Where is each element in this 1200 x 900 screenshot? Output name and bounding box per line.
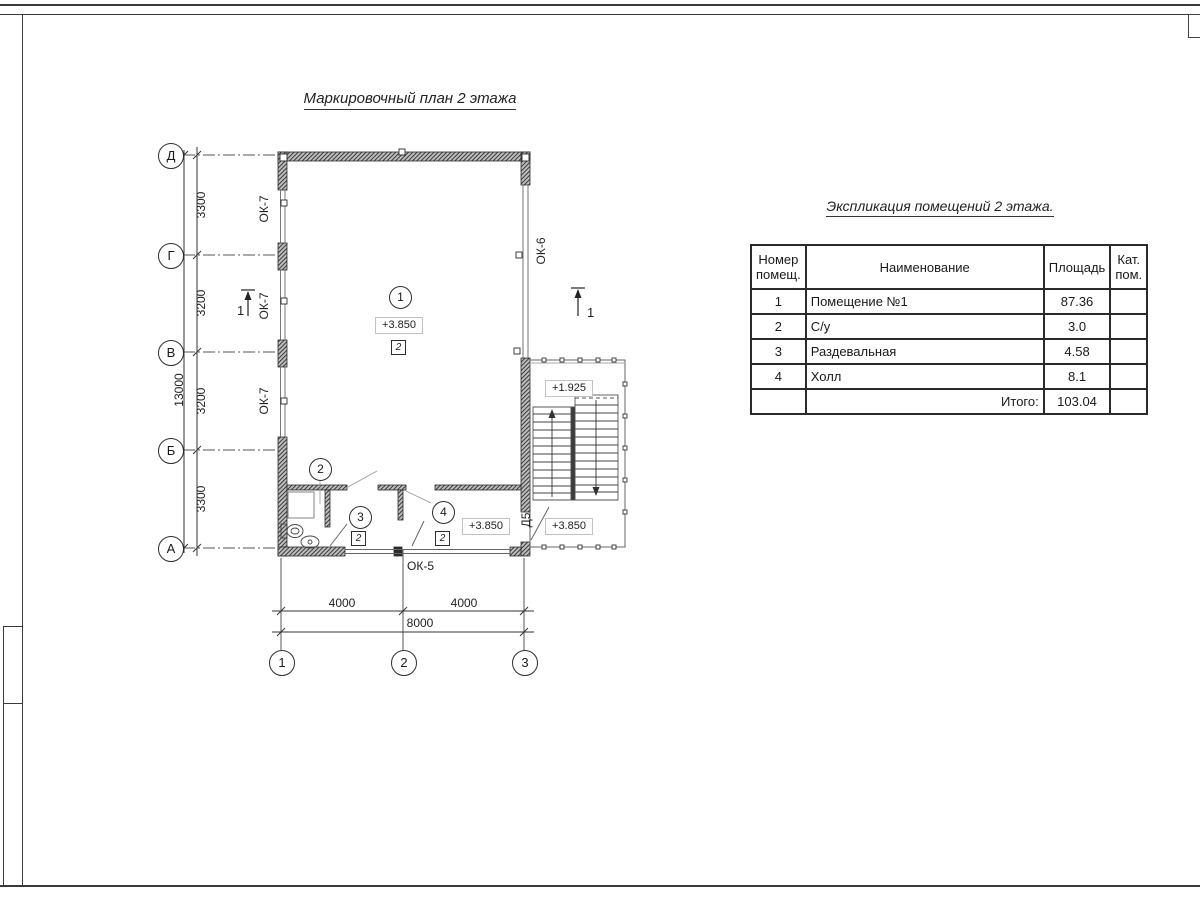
window-mark-ok7-1: ОК-7 (257, 195, 271, 223)
axis-circle-a: А (158, 536, 184, 562)
axis-lines (183, 155, 524, 650)
explication-title-text: Экспликация помещений 2 этажа. (826, 198, 1053, 217)
room-circle-1: 1 (389, 286, 412, 309)
dim-left-2: 3200 (194, 289, 208, 317)
cell-num: 4 (751, 364, 806, 389)
dim-left-3: 3200 (194, 387, 208, 415)
section-mark-right (571, 288, 585, 316)
axis-circle-1: 1 (269, 650, 295, 676)
room-circle-3: 3 (349, 506, 372, 529)
window-mark-ok5: ОК-5 (407, 559, 434, 573)
elevation-stair-upper: +1.925 (545, 380, 593, 397)
window-mark-ok7-2: ОК-7 (257, 292, 271, 320)
room-circle-4: 4 (432, 501, 455, 524)
window-mark-ok7-3: ОК-7 (257, 387, 271, 415)
header-room-number: Номер помещ. (751, 245, 806, 289)
axis-circle-v: В (158, 340, 184, 366)
window-lines (281, 185, 529, 554)
dim-bottom-2: 4000 (450, 596, 478, 610)
floor-type-badge-room3: 2 (351, 531, 366, 546)
cell-area: 4.58 (1044, 339, 1111, 364)
window-mark-ok6: ОК-6 (534, 237, 548, 265)
cell-name: Холл (806, 364, 1044, 389)
elevation-stair-lower: +3.850 (545, 518, 593, 535)
cell-num: 2 (751, 314, 806, 339)
cell-name: Раздевальная (806, 339, 1044, 364)
page-title-text: Маркировочный план 2 этажа (304, 90, 517, 110)
total-label: Итого: (806, 389, 1044, 414)
cell-num: 1 (751, 289, 806, 314)
header-category: Кат. пом. (1110, 245, 1147, 289)
dim-bottom-total: 8000 (406, 616, 434, 630)
casement-markers (280, 149, 529, 404)
sink-icon (301, 536, 319, 548)
header-name: Наименование (806, 245, 1044, 289)
room-circle-2: 2 (309, 458, 332, 481)
shower-icon (288, 492, 314, 518)
floor-type-badge-room4: 2 (435, 531, 450, 546)
elevation-hall: +3.850 (462, 518, 510, 535)
dimension-lines (180, 147, 534, 636)
section-label-left: 1 (237, 303, 245, 318)
dim-bottom-1: 4000 (328, 596, 356, 610)
dim-left-1: 3300 (194, 191, 208, 219)
section-label-right: 1 (587, 305, 595, 320)
axis-circle-2: 2 (391, 650, 417, 676)
door-mark-d5: Д5 (519, 512, 533, 528)
axis-circle-g: Г (158, 243, 184, 269)
header-area: Площадь (1044, 245, 1111, 289)
cell-area: 87.36 (1044, 289, 1111, 314)
total-area: 103.04 (1044, 389, 1111, 414)
dim-left-total: 13000 (172, 373, 186, 407)
cell-name: С/у (806, 314, 1044, 339)
axis-circle-d: Д (158, 143, 184, 169)
dim-left-4: 3300 (194, 485, 208, 513)
cell-area: 3.0 (1044, 314, 1111, 339)
axis-circle-b: Б (158, 438, 184, 464)
cell-num: 3 (751, 339, 806, 364)
floor-type-badge-room1: 2 (391, 340, 406, 355)
cell-name: Помещение №1 (806, 289, 1044, 314)
cell-area: 8.1 (1044, 364, 1111, 389)
axis-circle-3: 3 (512, 650, 538, 676)
elevation-room1: +3.850 (375, 317, 423, 334)
